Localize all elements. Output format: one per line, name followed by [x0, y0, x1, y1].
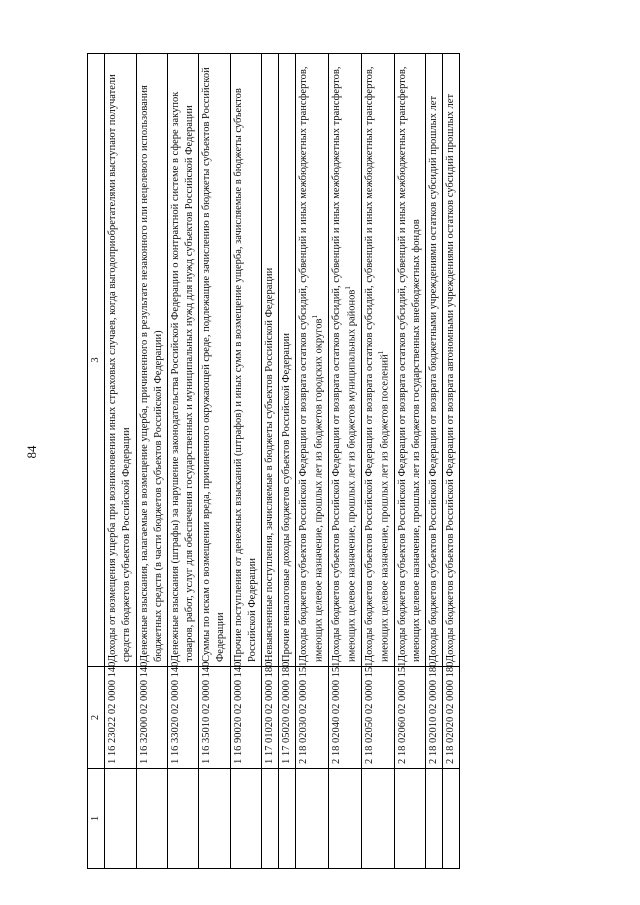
description-cell [443, 54, 460, 667]
page-number: 84 [24, 445, 39, 459]
footnote-marker: 1 [311, 315, 320, 319]
table-row [230, 54, 261, 869]
code-cell: 2 18 02010 02 0000 180 [426, 667, 443, 769]
table-row [394, 54, 425, 869]
description-cell [167, 54, 198, 667]
description-text: Денежные взыскания (штрафы) за нарушение законодательства Российской Федерации о контрактной системе в сфере закупок товаров, работ, услуг для обеспечения государственных и муниципальных нужд для нужд субъектов Российской Федерации [169, 91, 196, 662]
table-header-row [88, 54, 105, 869]
table-row [105, 54, 136, 869]
code-cell: 1 16 35010 02 0000 140 [199, 667, 230, 769]
revenue-codes-table [87, 53, 460, 869]
admin-cell [361, 769, 394, 869]
description-cell [279, 54, 296, 667]
description-cell [361, 54, 394, 667]
description-text: Прочие неналоговые доходы бюджетов субъектов Российской Федерации [281, 333, 293, 662]
description-text: Доходы бюджетов субъектов Российской Федерации от возврата бюджетными учреждениями остатков субсидий прошлых лет [428, 95, 440, 662]
code-cell: 2 18 02050 02 0000 151 [361, 667, 394, 769]
table-row [361, 54, 394, 869]
admin-cell [230, 769, 261, 869]
admin-cell [394, 769, 425, 869]
description-text: Доходы бюджетов субъектов Российской Федерации от возврата остатков субсидий, субвенций и иных межбюджетных трансфертов, имеющих целевое назначение, прошлых лет из бюджетов муниципальных районов [331, 66, 358, 662]
admin-cell [199, 769, 230, 869]
description-text: Денежные взыскания, налагаемые в возмещение ущерба, причиненного в результате незаконного или нецелевого использования бюджетных средств (в части бюджетов субъектов Российской Федерации) [138, 85, 164, 662]
description-text: Прочие поступления от денежных взысканий (штрафов) и иных сумм в возмещение ущерба, зачисляемые в бюджеты субъектов Российской Федерации [232, 88, 258, 662]
footnote-marker: 1 [377, 350, 386, 355]
description-text: Доходы бюджетов субъектов Российской Федерации от возврата остатков субсидий, субвенций и иных межбюджетных трансфертов, имеющих целевое назначение, прошлых лет из бюджетов поселений [363, 66, 391, 662]
description-cell [329, 54, 362, 667]
admin-cell [167, 769, 198, 869]
description-cell [261, 54, 278, 667]
description-text: Доходы бюджетов субъектов Российской Федерации от возврата автономными учреждениями остатков субсидий прошлых лет [445, 93, 457, 662]
table-row [329, 54, 362, 869]
rotated-table-container [87, 54, 561, 869]
table-row [261, 54, 278, 869]
code-cell: 1 16 32000 02 0000 140 [136, 667, 167, 769]
description-cell [426, 54, 443, 667]
admin-cell [105, 769, 136, 869]
code-cell: 1 16 90020 02 0000 140 [230, 667, 261, 769]
code-cell: 1 17 01020 02 0000 180 [261, 667, 278, 769]
admin-cell [296, 769, 329, 869]
description-cell [394, 54, 425, 667]
admin-cell [261, 769, 278, 869]
description-text: Доходы бюджетов субъектов Российской Федерации от возврата остатков субсидий, субвенций и иных межбюджетных трансфертов, имеющих целевое назначение, прошлых лет из бюджетов городских округов [298, 66, 325, 662]
table-row [199, 54, 230, 869]
description-text: Доходы бюджетов субъектов Российской Федерации от возврата остатков субсидий, субвенций и иных межбюджетных трансфертов, имеющих целевое назначение, прошлых лет из бюджетов государственных внебюджетных фондов [396, 66, 422, 662]
header-col-3: 3 [88, 54, 105, 667]
table-row [279, 54, 296, 869]
code-cell: 2 18 02030 02 0000 151 [296, 667, 329, 769]
table-row [296, 54, 329, 869]
table-row [426, 54, 443, 869]
code-cell: 1 17 05020 02 0000 180 [279, 667, 296, 769]
description-text: Суммы по искам о возмещении вреда, причиненного окружающей среде, подлежащие зачислению в бюджеты субъектов Российской Федерации [201, 67, 227, 662]
code-cell: 1 16 33020 02 0000 140 [167, 667, 198, 769]
description-cell [105, 54, 136, 667]
table-row [167, 54, 198, 869]
code-cell: 2 18 02020 02 0000 180 [443, 667, 460, 769]
description-cell [136, 54, 167, 667]
table-row [443, 54, 460, 869]
description-cell [296, 54, 329, 667]
code-cell: 2 18 02040 02 0000 151 [329, 667, 362, 769]
admin-cell [426, 769, 443, 869]
admin-cell [279, 769, 296, 869]
admin-cell [329, 769, 362, 869]
description-cell [230, 54, 261, 667]
footnote-marker: 1 [344, 286, 353, 290]
description-cell [199, 54, 230, 667]
code-cell: 1 16 23022 02 0000 140 [105, 667, 136, 769]
description-text: Невыясненные поступления, зачисляемые в бюджеты субъектов Российской Федерации [263, 267, 275, 662]
header-col-2: 2 [88, 667, 105, 769]
header-col-1: 1 [88, 769, 105, 869]
table-row [136, 54, 167, 869]
code-cell: 2 18 02060 02 0000 151 [394, 667, 425, 769]
admin-cell [136, 769, 167, 869]
admin-cell [443, 769, 460, 869]
description-text: Доходы от возмещения ущерба при возникновении иных страховых случаев, когда выгодоприобретателями выступают получатели средств бюджетов субъектов Российской Федерации [107, 74, 133, 662]
